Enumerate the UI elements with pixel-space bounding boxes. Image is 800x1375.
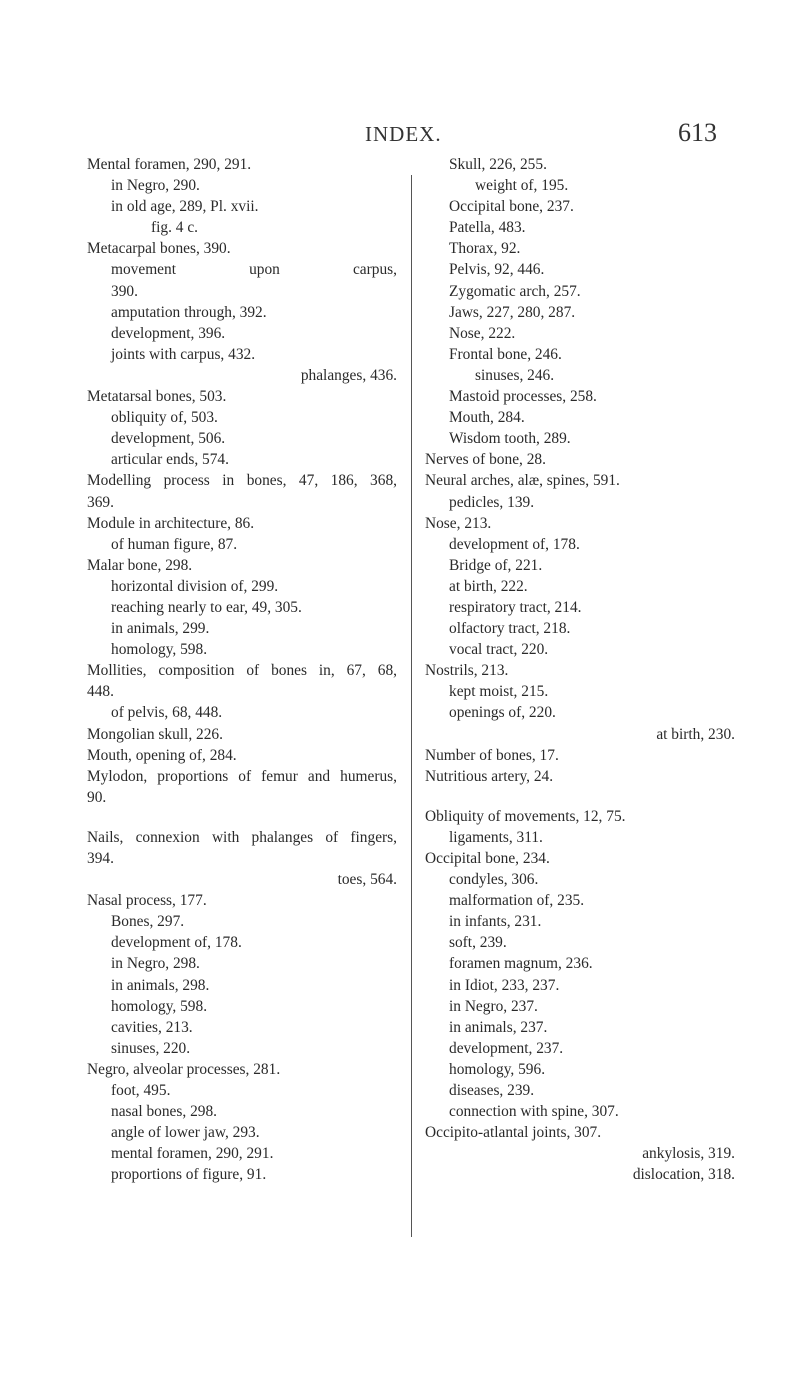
index-subentry: at birth, 222. — [449, 577, 528, 595]
index-subentry: angle of lower jaw, 293. — [111, 1124, 260, 1142]
index-subentry: respiratory tract, 214. — [449, 598, 582, 616]
index-subentry: phalanges, 436. — [300, 366, 397, 384]
index-entry: Mouth, opening of, 284. — [87, 746, 237, 764]
column-divider — [411, 175, 412, 1237]
index-entry: Modelling process in bones, 47, 186, 368, — [87, 472, 397, 490]
index-subentry: connection with spine, 307. — [449, 1103, 619, 1121]
index-subentry: in animals, 237. — [449, 1018, 548, 1036]
index-subentry: foot, 495. — [111, 1082, 171, 1100]
index-subentry: in animals, 298. — [111, 976, 210, 994]
index-entry: Neural arches, alæ, spines, 591. — [425, 472, 620, 490]
index-subentry: development of, 178. — [449, 535, 580, 553]
index-entry: Nostrils, 213. — [425, 662, 509, 680]
index-subentry: malformation of, 235. — [449, 892, 585, 910]
index-subentry: Bones, 297. — [111, 913, 185, 931]
index-entry: 394. — [87, 850, 114, 867]
index-entry: Negro, alveolar processes, 281. — [87, 1060, 281, 1078]
index-subentry: mental foramen, 290, 291. — [111, 1145, 274, 1163]
index-entry: Nose, 213. — [425, 514, 492, 532]
index-entry: Mental foramen, 290, 291. — [87, 156, 252, 173]
index-subentry: development, 396. — [111, 324, 226, 342]
index-subentry: diseases, 239. — [449, 1082, 535, 1100]
index-subentry: Zygomatic arch, 257. — [449, 282, 581, 300]
index-subentry: of pelvis, 68, 448. — [111, 704, 223, 722]
index-subentry: obliquity of, 503. — [111, 409, 218, 427]
index-subentry: openings of, 220. — [449, 704, 556, 722]
index-subentry: sinuses, 246. — [475, 366, 555, 384]
index-subentry: Nose, 222. — [449, 324, 516, 342]
index-subentry: Bridge of, 221. — [449, 556, 543, 574]
index-subentry: condyles, 306. — [449, 871, 539, 889]
index-subentry: of human figure, 87. — [111, 535, 238, 553]
index-entry: Occipital bone, 234. — [425, 850, 550, 867]
index-subentry: pedicles, 139. — [449, 493, 535, 511]
index-subentry: joints with carpus, 432. — [111, 345, 256, 363]
index-subentry: in Negro, 298. — [111, 955, 200, 973]
index-entry: Number of bones, 17. — [425, 746, 559, 764]
index-subentry: Mastoid processes, 258. — [449, 388, 597, 406]
index-entry: Metatarsal bones, 503. — [87, 388, 227, 406]
index-subentry: Patella, 483. — [449, 219, 526, 237]
index-subentry: ligaments, 311. — [449, 828, 543, 846]
index-subentry: movement upon carpus, — [111, 261, 397, 279]
index-subentry: homology, 596. — [449, 1060, 546, 1078]
index-subentry: in infants, 231. — [449, 913, 542, 931]
index-subentry: Frontal bone, 246. — [449, 345, 562, 363]
index-subentry: in animals, 299. — [111, 620, 210, 638]
index-entry: Mongolian skull, 226. — [87, 725, 223, 743]
index-subentry: fig. 4 c. — [151, 219, 199, 237]
index-entry: Obliquity of movements, 12, 75. — [425, 807, 626, 825]
index-subentry: development, 237. — [449, 1039, 564, 1057]
index-subentry: articular ends, 574. — [111, 451, 229, 469]
index-subentry: cavities, 213. — [111, 1018, 193, 1036]
index-subentry: Jaws, 227, 280, 287. — [449, 303, 576, 321]
page-title: INDEX. — [365, 122, 442, 146]
index-subentry: soft, 239. — [449, 934, 507, 952]
index-subentry: Occipital bone, 237. — [449, 198, 574, 216]
index-subentry: amputation through, 392. — [111, 303, 267, 321]
index-subentry: foramen magnum, 236. — [449, 955, 593, 973]
index-subentry: homology, 598. — [111, 997, 208, 1015]
index-subentry: proportions of figure, 91. — [111, 1166, 267, 1184]
index-subentry: Mouth, 284. — [449, 409, 525, 427]
index-subentry: kept moist, 215. — [449, 683, 549, 701]
index-subentry: ankylosis, 319. — [642, 1145, 735, 1163]
index-subentry: development, 506. — [111, 430, 226, 448]
index-entry: 90. — [87, 788, 107, 806]
page-number: 613 — [678, 118, 717, 147]
index-subentry: reaching nearly to ear, 49, 305. — [111, 598, 302, 616]
index-subentry: homology, 598. — [111, 641, 208, 659]
index-subentry: vocal tract, 220. — [449, 641, 549, 659]
index-subentry: Wisdom tooth, 289. — [449, 430, 571, 448]
index-subentry: weight of, 195. — [475, 177, 569, 195]
index-subentry: in Idiot, 233, 237. — [449, 976, 560, 994]
index-entry: Module in architecture, 86. — [87, 514, 255, 532]
index-column-left — [87, 154, 397, 1186]
index-entry: Malar bone, 298. — [87, 556, 193, 574]
index-entry: Nerves of bone, 28. — [425, 451, 546, 469]
index-subentry: development of, 178. — [111, 934, 242, 952]
index-entry: 369. — [87, 493, 114, 511]
index-entry: Mylodon, proportions of femur and humerus, — [87, 767, 397, 785]
index-entry: 448. — [87, 683, 114, 701]
index-subentry: toes, 564. — [337, 871, 397, 889]
index-subentry: in Negro, 290. — [111, 177, 200, 195]
index-subentry: dislocation, 318. — [632, 1166, 735, 1184]
index-subentry: at birth, 230. — [656, 725, 735, 743]
index-subentry: Skull, 226, 255. — [449, 156, 547, 173]
index-subentry: in old age, 289, Pl. xvii. — [111, 198, 259, 216]
index-column-right — [425, 154, 735, 1186]
entry-spacer — [425, 787, 735, 806]
index-entry: Nutritious artery, 24. — [425, 767, 554, 785]
index-subentry: sinuses, 220. — [111, 1039, 191, 1057]
index-subentry: nasal bones, 298. — [111, 1103, 218, 1121]
index-entry: Nails, connexion with phalanges of fingers, — [87, 828, 397, 846]
index-subentry: olfactory tract, 218. — [449, 620, 571, 638]
index-entry: Mollities, composition of bones in, 67, 68, — [87, 662, 397, 680]
entry-spacer — [87, 808, 397, 827]
index-entry: Occipito-atlantal joints, 307. — [425, 1124, 602, 1142]
index-subentry: Thorax, 92. — [449, 240, 521, 258]
index-subentry: 390. — [111, 282, 138, 300]
index-subentry: Pelvis, 92, 446. — [449, 261, 545, 279]
index-subentry: horizontal division of, 299. — [111, 577, 279, 595]
index-entry: Metacarpal bones, 390. — [87, 240, 231, 258]
index-entry: Nasal process, 177. — [87, 892, 207, 910]
index-subentry: in Negro, 237. — [449, 997, 538, 1015]
